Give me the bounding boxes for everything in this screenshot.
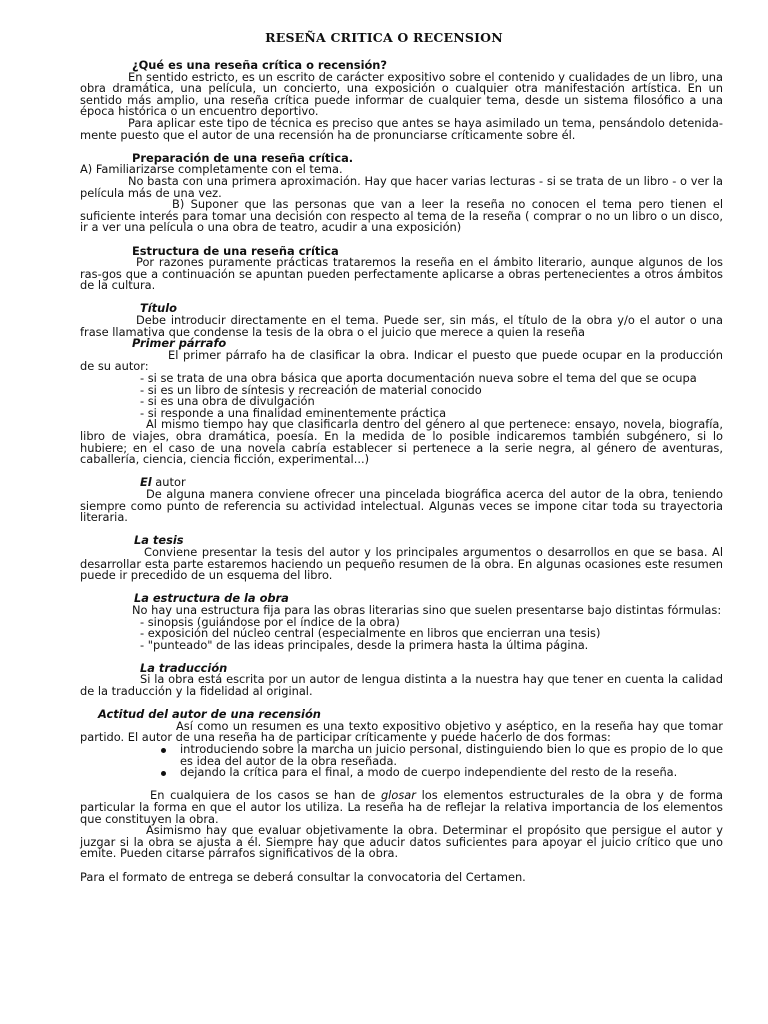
- paragraph-glosar-a: En cualquiera de los casos se han de: [150, 788, 381, 803]
- list-item-dash: - "punteado" de las ideas principales, desde la primera hasta la última página.: [140, 637, 589, 652]
- item-a: A) Familiarizarse completamente con el tema.: [80, 162, 343, 177]
- bullet-icon: [161, 748, 166, 753]
- section-heading-que-es: ¿Qué es una reseña crítica o recensión?: [132, 58, 388, 72]
- list-item-dash: - exposición del núcleo central (especialmente en libros que encierran una tesis): [140, 626, 601, 641]
- paragraph-glosar-em: glosar: [380, 788, 416, 803]
- subheading-primer-parrafo: Primer párrafo: [132, 336, 227, 351]
- paragraph-aproximacion: No basta con una primera aproximación. Hay que hacer varias lecturas - si se trata de un libro - o ver la película más de una vez.: [80, 173, 723, 200]
- list-item-dash: - si es una obra de divulgación: [140, 394, 315, 409]
- paragraph-formato-entrega: Para el formato de entrega se deberá consultar la convocatoria del Certamen.: [80, 869, 526, 884]
- paragraph-tomar-partido: Así como un resumen es una texto expositivo objetivo y aséptico, en la reseña hay que tomar partido. El autor de una reseña ha de participar críticamente y puede hacerlo de dos formas:: [80, 718, 723, 745]
- subheading-tesis: La tesis: [134, 533, 184, 548]
- paragraph-autor: De alguna manera conviene ofrecer una pincelada biográfica acerca del autor de la obra, teniendo siempre como punto de referencia su actividad intelectual. Algunas veces se impone citar toda su trayectoria literaria.: [80, 486, 723, 525]
- item-b: B) Suponer que las personas que van a leer la reseña no conocen el tema pero tienen el suficiente interés para tomar una decisión con respecto al tema de la reseña ( comprar o no un libro o un disco, ir a ver una película o una obra de teatro, acudir a una exposición): [80, 197, 723, 235]
- section-heading-estructura-resena: Estructura de una reseña crítica: [132, 243, 339, 258]
- paragraph-estructura-obra: No hay una estructura fija para las obras literarias sino que suelen presentarse bajo distintas fórmulas:: [132, 602, 722, 617]
- paragraph-tesis: Conviene presentar la tesis del autor y los principales argumentos o desarrollos en que se basa. Al desarrollar esta parte estaremos haciendo un pequeño resumen de la obra. En algunas ocasiones este resumen puede ir precedido de un esquema del libro.: [80, 544, 723, 583]
- paragraph-traduccion: Si la obra está escrita por un autor de lengua distinta a la nuestra hay que tener en cuenta la calidad de la traducción y la fidelidad al original.: [80, 672, 723, 699]
- list-item-dash: - si se trata de una obra básica que aporta documentación nueva sobre el tema del que se ocupa: [140, 371, 697, 386]
- list-item-dash: - sinopsis (guiándose por el índice de la obra): [140, 614, 400, 629]
- bullet-list: [80, 744, 723, 779]
- subheading-estructura-obra: La estructura de la obra: [134, 591, 289, 606]
- paragraph-glosar: [80, 790, 723, 825]
- paragraph-definicion: En sentido estricto, es un escrito de carácter expositivo sobre el contenido y cualidades de un libro, una obra dramática, una película, un concierto, una exposición o cualquier otra manifestación artística. En un sentido más amplio, una reseña crítica puede informar de cualquier tema, desde un sistema filosófico a una época histórica o un encuentro deportivo.: [80, 69, 724, 119]
- paragraph-evaluar: Asimismo hay que evaluar objetivamente la obra. Determinar el propósito que persigue el autor y juzgar si la obra se ajusta a él. Siempre hay que aducir datos suficientes para apoyar el juicio crítico que uno emite. Pueden citarse párrafos significativos de la obra.: [80, 823, 723, 861]
- bullet-text: introduciendo sobre la marcha un juicio personal, distinguiendo bien lo que es propio de lo que es idea del autor de la obra reseñada.: [180, 742, 723, 768]
- bullet-text: dejando la crítica para el final, a modo de cuerpo independiente del resto de la reseña.: [180, 765, 678, 780]
- section-heading-preparacion: Preparación de una reseña crítica.: [132, 150, 354, 165]
- paragraph-ambito-literario: Por razones puramente prácticas trataremos la reseña en el ámbito literario, aunque algunos de los ras-gos que a continuación se apuntan pueden perfectamente aplicarse a obras pertenecientes a otros ámbitos de la cultura.: [80, 255, 723, 293]
- list-item-dash: - si es un libro de síntesis y recreación de material conocido: [140, 382, 482, 397]
- list-item-bullet: [80, 744, 723, 767]
- section-heading-actitud: Actitud del autor de una recensión: [98, 707, 321, 722]
- bullet-icon: [161, 771, 166, 776]
- paragraph-genero: Al mismo tiempo hay que clasificarla dentro del género al que pertenece: ensayo, novela, biografía, libro de viajes, obra dramática, poesía. En la medida de lo posible indicaremos también subgénero, si lo hubiere; en el caso de una novela cabría establecer si pertenece a la serie negra, al género de aventuras, caballería, ciencia, ciencia ficción, experimental...): [80, 417, 723, 467]
- subheading-autor-rest: autor: [151, 475, 186, 490]
- page-title: RESEÑA CRITICA O RECENSION: [265, 30, 503, 45]
- document-body: [80, 60, 723, 883]
- subheading-titulo: Título: [140, 301, 177, 316]
- list-item-bullet: [80, 767, 723, 779]
- paragraph-titulo: Debe introducir directamente en el tema. Puede ser, sin más, el título de la obra y/o el autor o una frase llamativa que condense la tesis de la obra o el juicio que merece a quien la reseña: [80, 313, 723, 339]
- paragraph-clasificar: El primer párrafo ha de clasificar la obra. Indicar el puesto que puede ocupar en la producción de su autor:: [80, 347, 723, 374]
- subheading-autor-em: El: [140, 475, 152, 490]
- subheading-traduccion: La traducción: [140, 660, 228, 675]
- list-item-dash: - si responde a una finalidad eminentemente práctica: [140, 405, 447, 420]
- paragraph-aplicar: Para aplicar este tipo de técnica es preciso que antes se haya asimilado un tema, pensándolo detenida-mente puesto que el autor de una recensión ha de pronunciarse críticamente sobre él.: [80, 115, 723, 142]
- paragraph-glosar-b: los elementos estructurales de la obra y de forma particular la forma en que el autor los utiliza. La reseña ha de reflejar la relativa importancia de los elementos que constituyen la obra.: [80, 788, 723, 826]
